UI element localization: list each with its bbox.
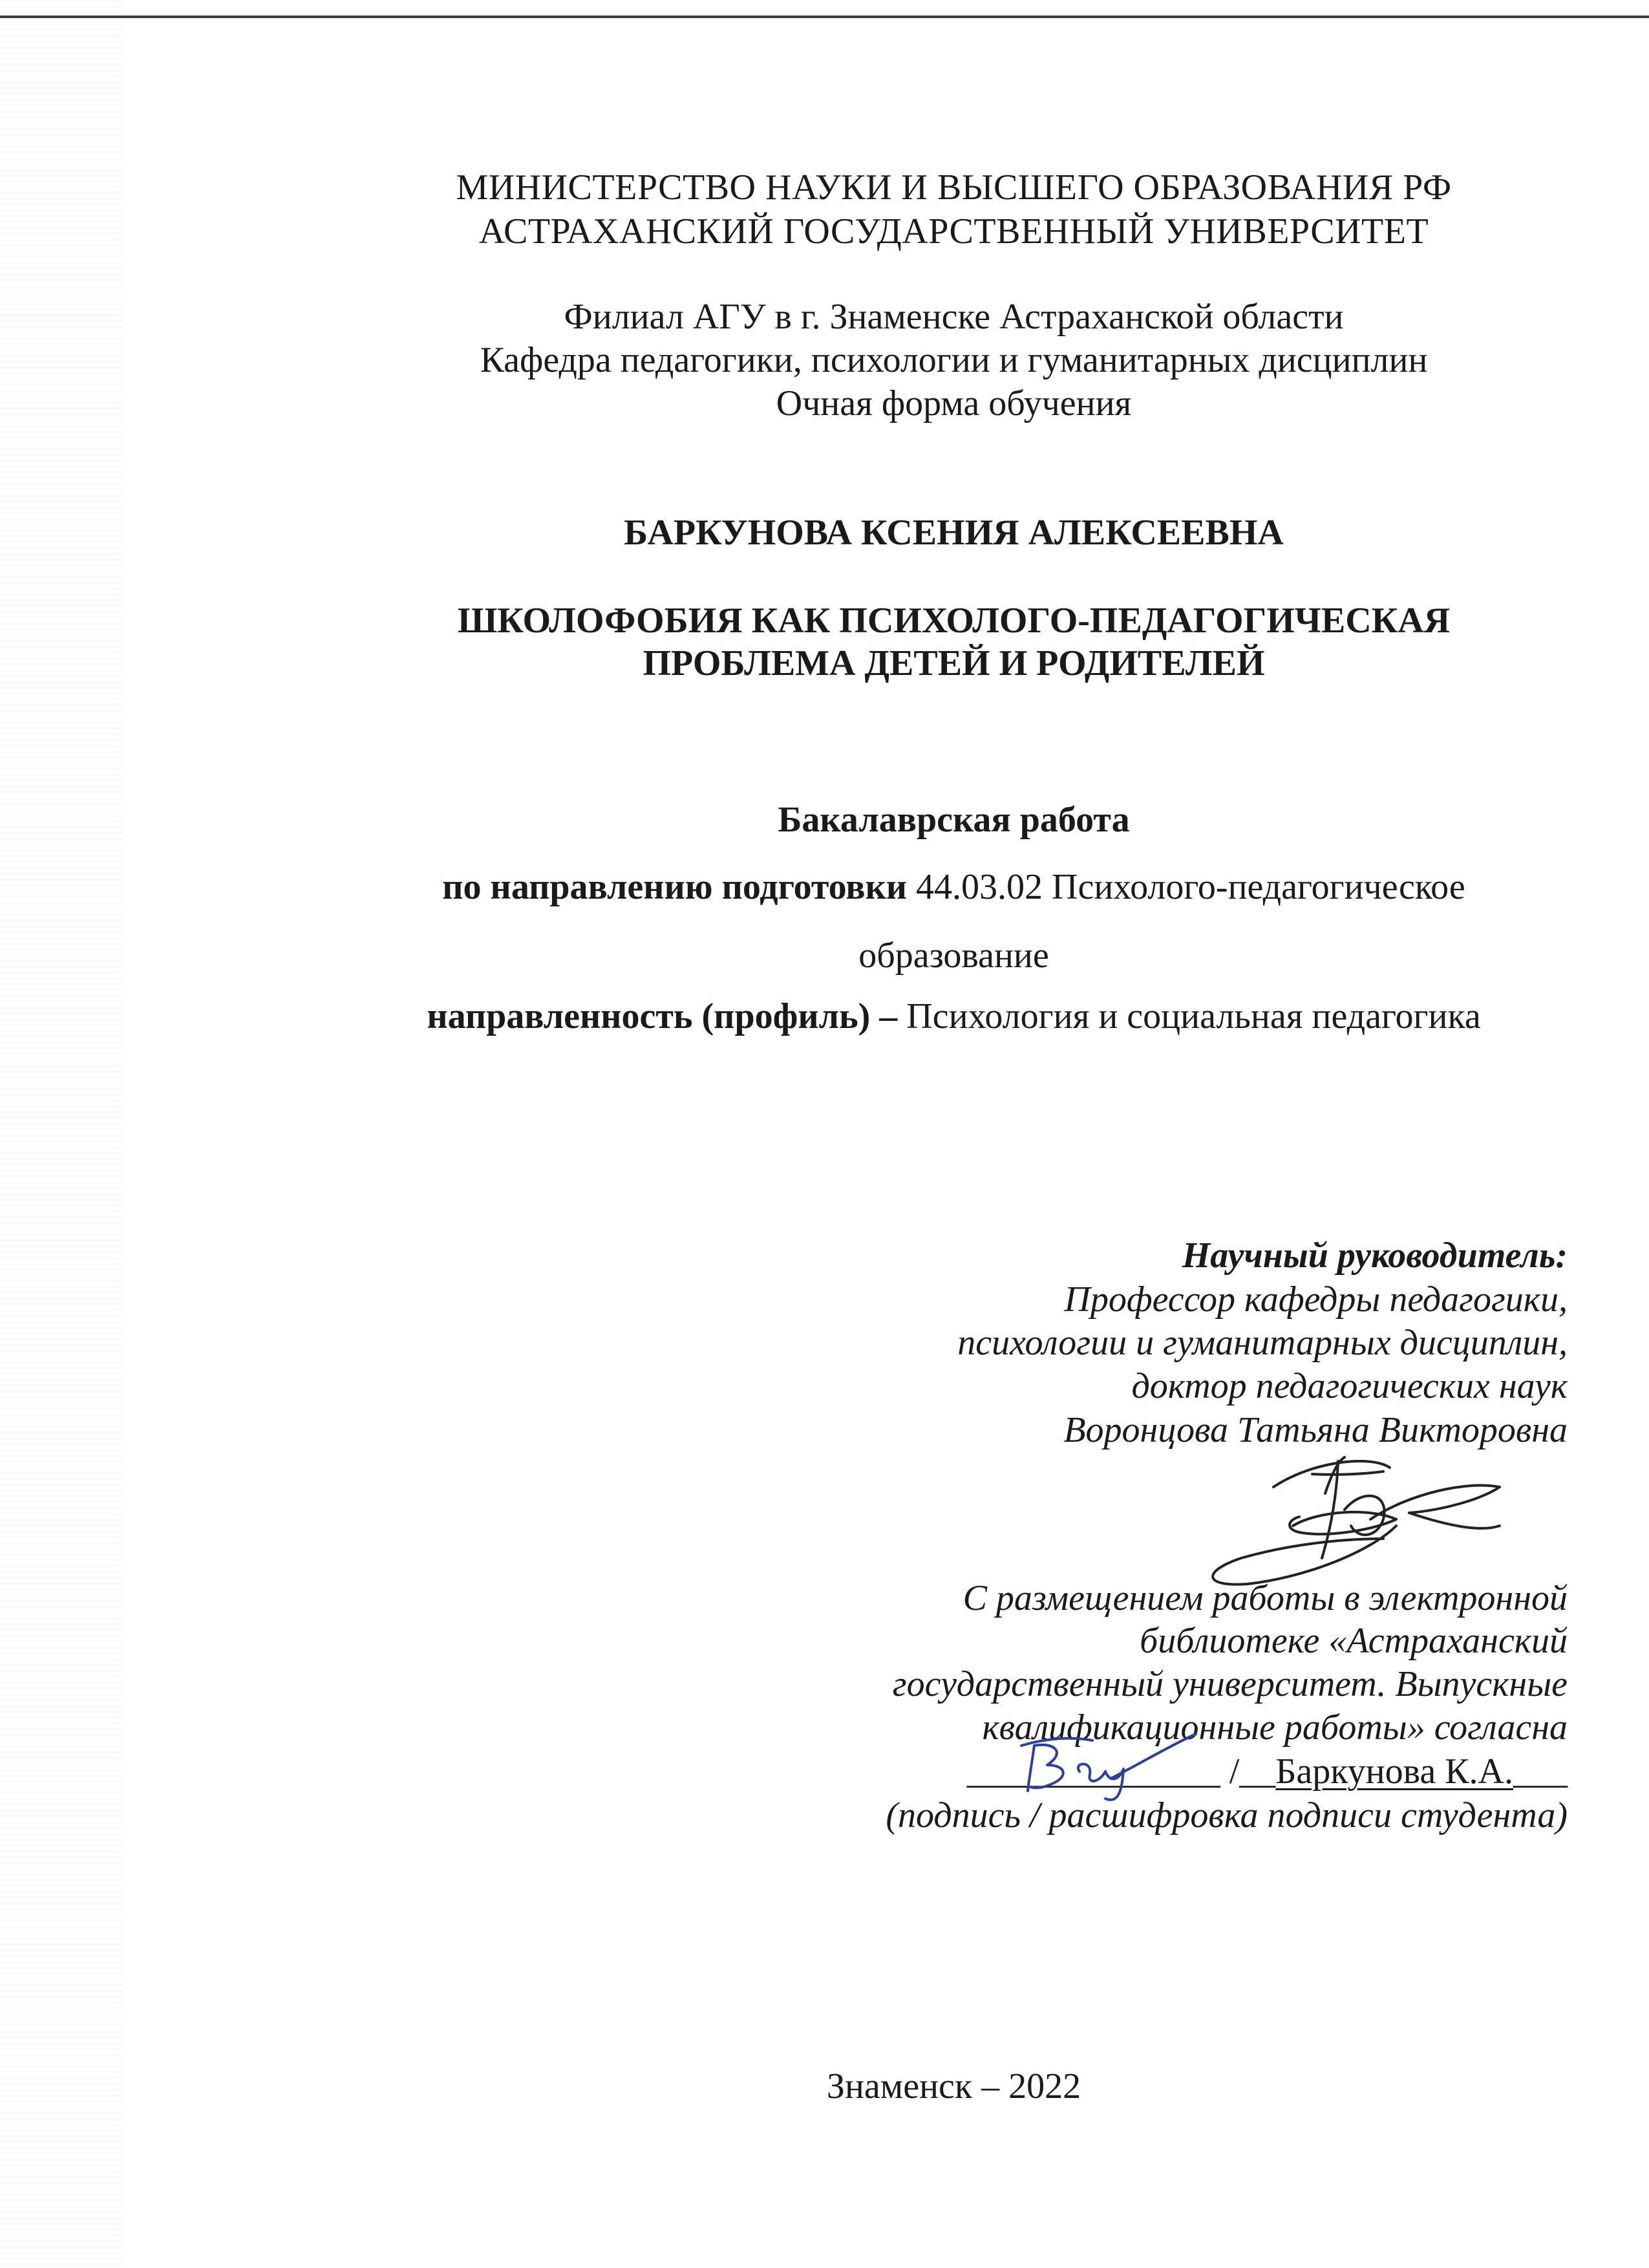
student-signature <box>1008 1726 1202 1804</box>
author-name: БАРКУНОВА КСЕНИЯ АЛЕКСЕЕВНА <box>624 513 1284 553</box>
ministry-line: МИНИСТЕРСТВО НАУКИ И ВЫСШЕГО ОБРАЗОВАНИЯ РФ <box>456 167 1452 208</box>
signature-blank: ______________ <box>966 1751 1220 1792</box>
consent-line-4: квалификационные работы» согласна <box>982 1707 1568 1748</box>
thesis-title-line-1: ШКОЛОФОБИЯ КАК ПСИХОЛОГО-ПЕДАГОГИЧЕСКАЯ <box>457 601 1451 641</box>
student-name-suffix: ___ <box>1513 1751 1568 1792</box>
signature-caption: (подпись / расшифровка подписи студента) <box>886 1795 1568 1835</box>
thesis-title-line-2: ПРОБЛЕМА ДЕТЕЙ И РОДИТЕЛЕЙ <box>643 643 1265 683</box>
top-rule <box>0 16 1649 18</box>
university-line: АСТРАХАНСКИЙ ГОСУДАРСТВЕННЫЙ УНИВЕРСИТЕТ <box>478 211 1429 251</box>
profile-value: Психология и социальная педагогика <box>897 996 1481 1036</box>
consent-line-3: государственный университет. Выпускные <box>892 1664 1568 1704</box>
supervisor-position-2: психологии и гуманитарных дисциплин, <box>957 1323 1568 1363</box>
department-line: Кафедра педагогики, психологии и гуманитарных дисциплин <box>480 340 1428 380</box>
direction-label: по направлению подготовки <box>442 867 908 907</box>
supervisor-degree: доктор педагогических наук <box>1131 1366 1568 1406</box>
consent-line-2: библиотеке «Астраханский <box>1140 1621 1568 1661</box>
profile-line <box>129 996 1649 1037</box>
supervisor-name: Воронцова Татьяна Викторовна <box>1063 1410 1568 1450</box>
supervisor-position-1: Профессор кафедры педагогики, <box>1064 1279 1568 1320</box>
direction-line <box>129 866 1649 908</box>
direction-value: 44.03.02 Психолого-педагогическое <box>907 867 1465 907</box>
signature-separator: / <box>1229 1751 1240 1792</box>
work-type: Бакалаврская работа <box>778 800 1130 840</box>
supervisor-signature <box>1176 1448 1513 1597</box>
branch-line: Филиал АГУ в г. Знаменске Астраханской области <box>564 297 1344 337</box>
scan-edge-noise <box>0 0 123 2268</box>
student-name: Баркунова К.А. <box>1275 1751 1513 1792</box>
direction-value-continued: образование <box>858 936 1049 976</box>
supervisor-heading: Научный руководитель: <box>1182 1236 1568 1276</box>
city-year: Знаменск – 2022 <box>826 2066 1081 2106</box>
student-name-prefix: __ <box>1239 1751 1276 1792</box>
study-form-line: Очная форма обучения <box>776 383 1132 423</box>
profile-label: направленность (профиль) – <box>427 996 898 1036</box>
consent-line-1: С размещением работы в электронной <box>963 1578 1568 1618</box>
